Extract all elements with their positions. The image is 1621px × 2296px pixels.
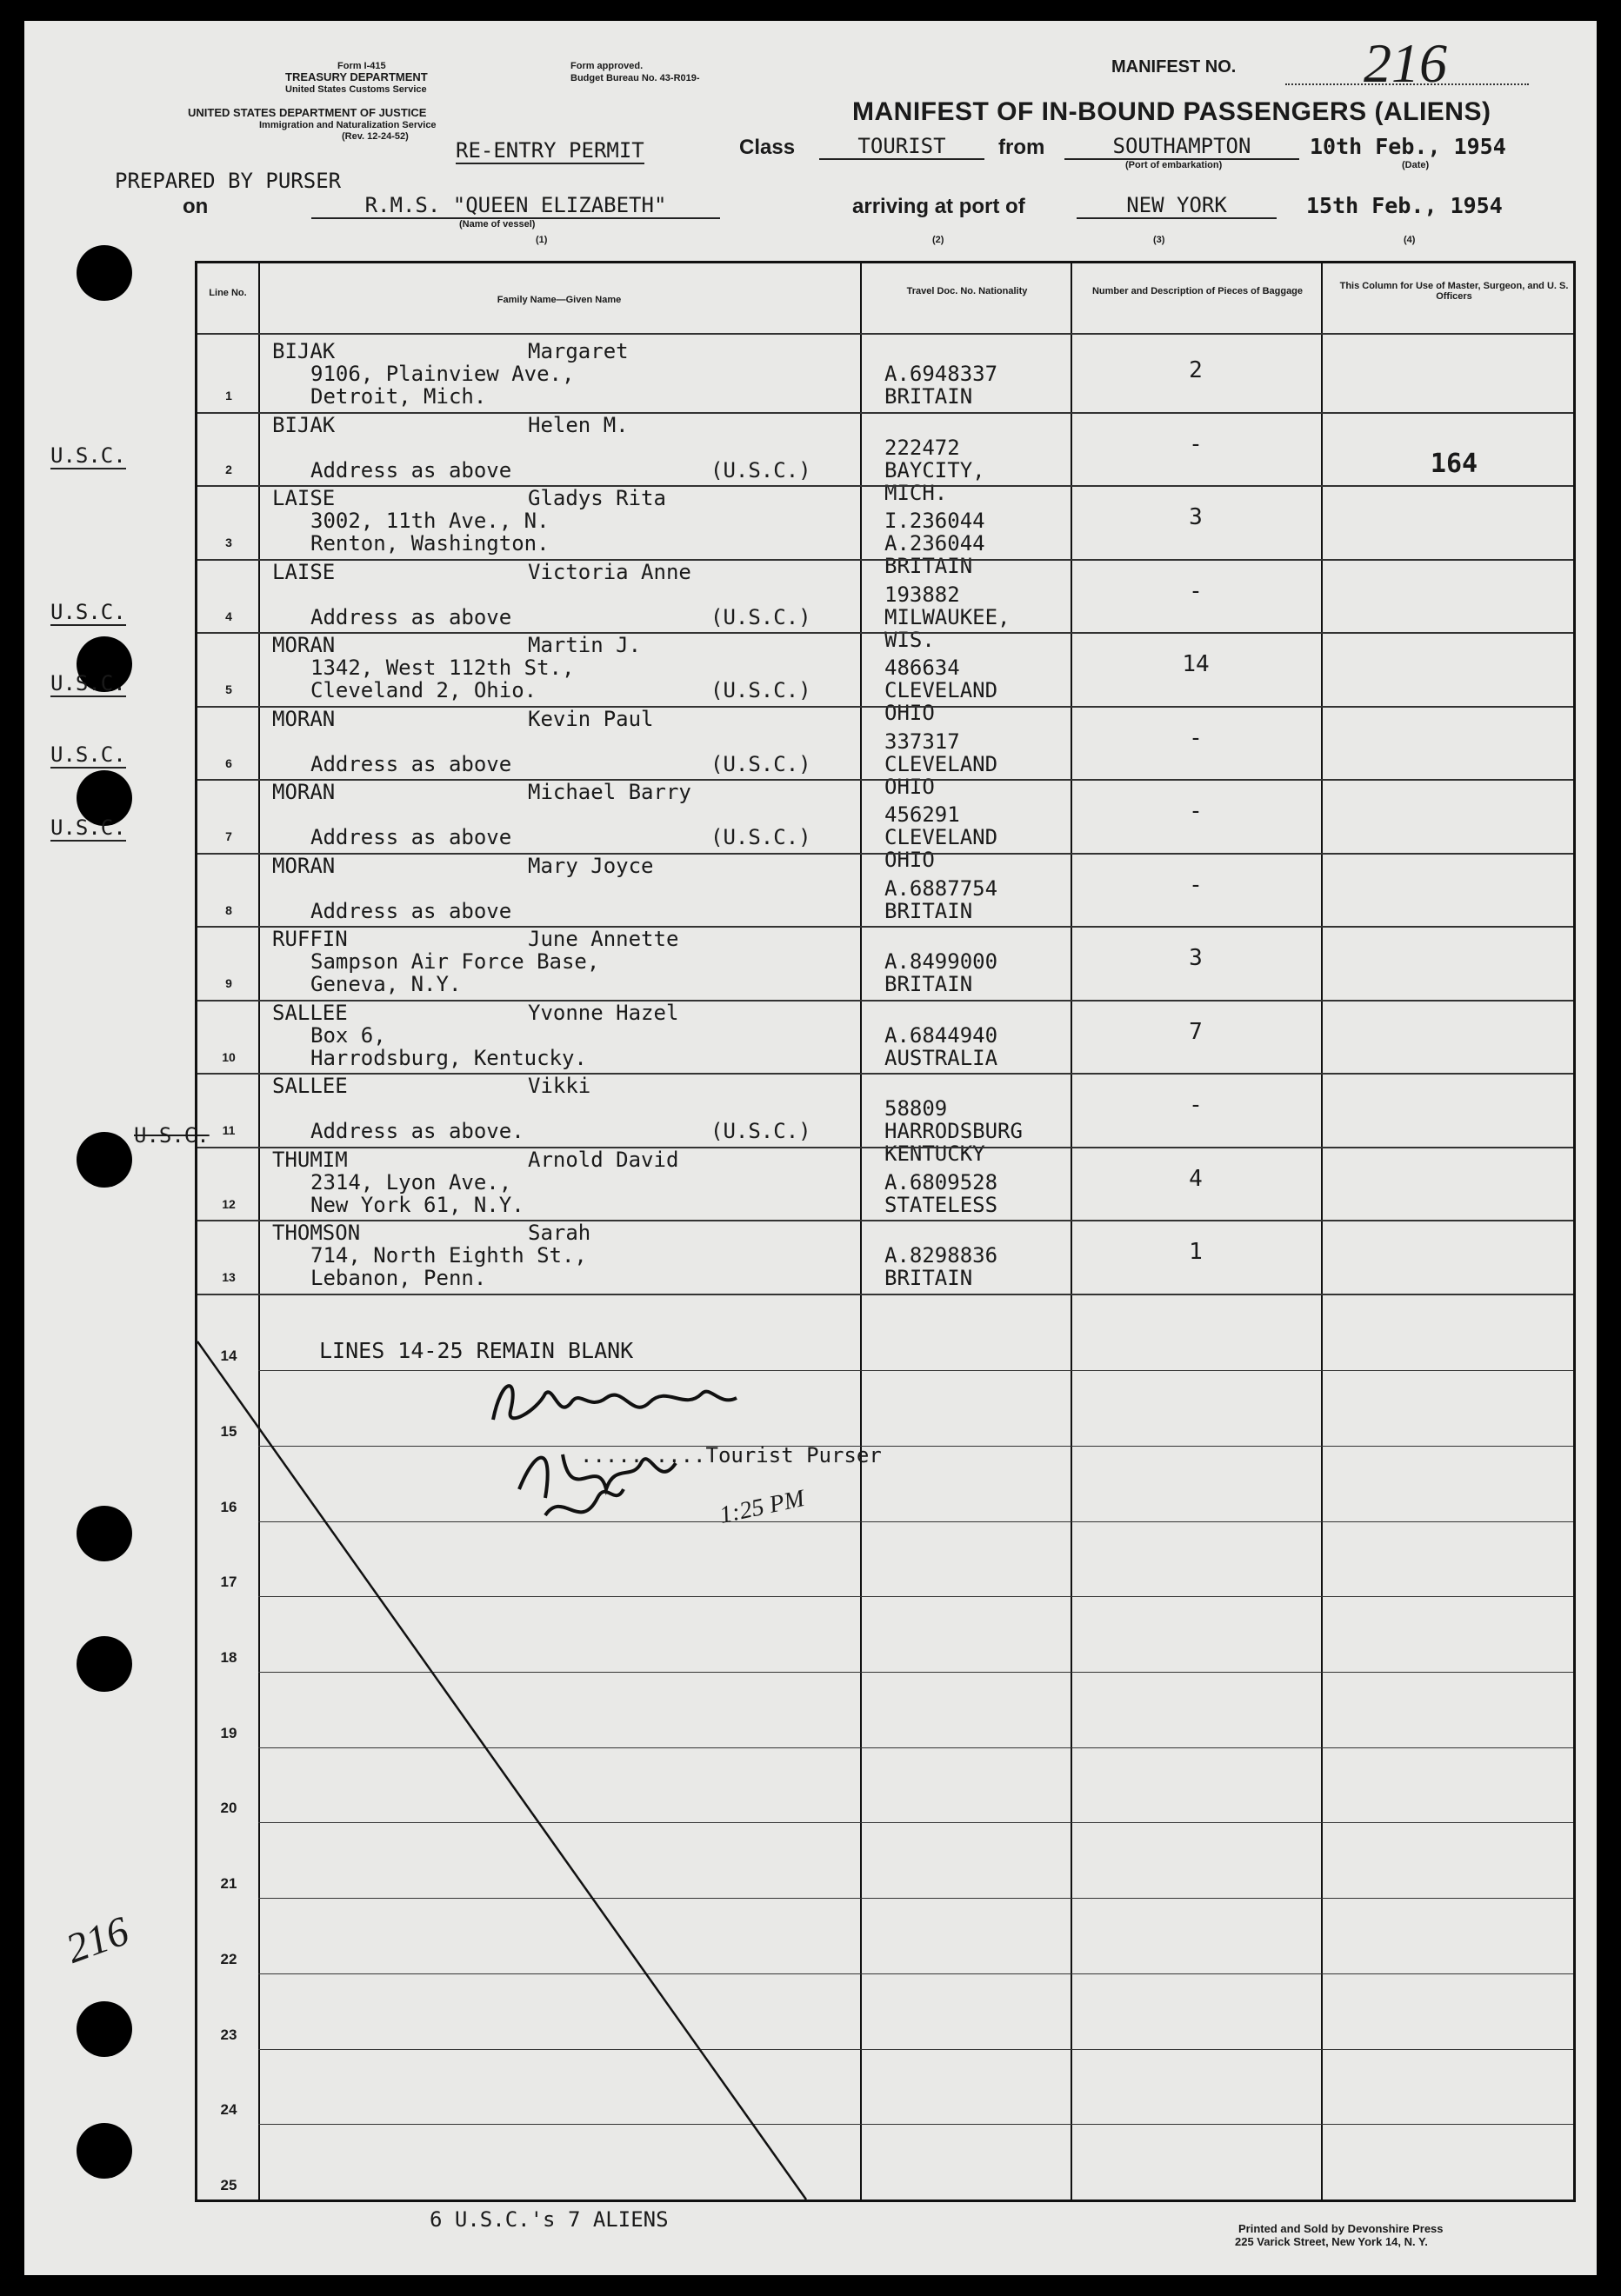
baggage-count: - — [1189, 871, 1203, 898]
address-line-1: 714, North Eighth St., — [310, 1243, 587, 1268]
family-name: MORAN — [272, 706, 336, 731]
address-line-1: 1342, West 112th St., — [310, 656, 575, 680]
address-line-2: Geneva, N.Y. — [310, 972, 462, 996]
address-line-2: Detroit, Mich. — [310, 384, 487, 409]
nationality: BRITAIN — [884, 898, 973, 923]
doj: UNITED STATES DEPARTMENT OF JUSTICE — [188, 106, 427, 119]
given-name: Helen M. — [528, 412, 629, 437]
col-num-1: (1) — [536, 235, 548, 245]
travel-doc-number: 193882 — [884, 582, 960, 607]
port-embarkation: SOUTHAMPTON — [1064, 134, 1299, 160]
line-number: 18 — [220, 1649, 237, 1667]
manifest-title: MANIFEST OF IN-BOUND PASSENGERS (ALIENS) — [852, 97, 1491, 126]
class-label: Class — [739, 136, 796, 159]
line-number: 5 — [225, 682, 232, 696]
line-number: 10 — [222, 1049, 236, 1064]
address-line-2: New York 61, N.Y. — [310, 1192, 524, 1217]
line-number: 23 — [220, 2026, 237, 2043]
punch-hole — [77, 1506, 132, 1561]
col-baggage: Number and Description of Pieces of Baggage — [1091, 286, 1304, 296]
nationality-line-2: WIS. — [884, 627, 935, 652]
revision: (Rev. 12-24-52) — [342, 131, 409, 142]
nationality-line-2: OHIO — [884, 848, 935, 872]
family-name: BIJAK — [272, 412, 336, 437]
nationality: A.236044 — [884, 531, 985, 556]
vessel-name: R.M.S. "QUEEN ELIZABETH" — [311, 193, 720, 219]
line-number: 16 — [220, 1498, 237, 1515]
nationality: BRITAIN — [884, 972, 973, 996]
given-name: Sarah — [528, 1221, 591, 1245]
address-line-2: Address as above — [310, 751, 512, 776]
line-number: 25 — [220, 2177, 237, 2193]
handwritten-margin-number: 216 — [60, 1907, 135, 1973]
nationality-line-2: KENTUCKY — [884, 1141, 985, 1166]
travel-doc-number: 456291 — [884, 802, 960, 827]
address-line-1: Box 6, — [310, 1022, 386, 1048]
col-officers: This Column for Use of Master, Surgeon, and U. S. Officers — [1339, 281, 1569, 302]
family-name: SALLEE — [272, 1000, 348, 1025]
given-name: Michael Barry — [528, 780, 691, 804]
footer-totals: 6 U.S.C.'s 7 ALIENS — [430, 2207, 669, 2232]
citizen-status: (U.S.C.) — [710, 678, 811, 702]
line-number: 9 — [225, 976, 232, 990]
arrival-date: 15th Feb., 1954 — [1306, 193, 1503, 218]
line-number: 2 — [225, 462, 232, 476]
date-caption: (Date) — [1402, 160, 1430, 170]
arrival-port: NEW YORK — [1077, 193, 1277, 219]
col-travel-doc: Travel Doc. No. Nationality — [906, 286, 1028, 296]
line-number: 20 — [220, 1800, 237, 1817]
family-name: BIJAK — [272, 339, 336, 363]
passenger-table — [195, 261, 1576, 2202]
nationality: BRITAIN — [884, 1266, 973, 1290]
reentry-permit: RE-ENTRY PERMIT — [456, 138, 644, 163]
cancellation-line — [197, 263, 1573, 2200]
travel-doc-number: A.8298836 — [884, 1243, 998, 1268]
signature-caption: ..........Tourist Purser — [580, 1443, 882, 1467]
given-name: Yvonne Hazel — [528, 1000, 679, 1025]
given-name: Gladys Rita — [528, 486, 666, 510]
baggage-count: - — [1189, 798, 1203, 824]
port-embark-caption: (Port of embarkation) — [1125, 160, 1223, 170]
given-name: Arnold David — [528, 1147, 679, 1172]
line-number: 17 — [220, 1574, 237, 1591]
given-name: Kevin Paul — [528, 706, 654, 731]
address-line-2: Lebanon, Penn. — [310, 1266, 487, 1290]
nationality: CLEVELAND — [884, 678, 998, 702]
given-name: Vikki — [528, 1074, 591, 1098]
customs-service: United States Customs Service — [285, 84, 427, 95]
family-name: MORAN — [272, 853, 336, 878]
line-number: 8 — [225, 902, 232, 917]
nationality-line-2: OHIO — [884, 701, 935, 725]
address-line-2: Address as above — [310, 825, 512, 849]
given-name: June Annette — [528, 927, 679, 951]
punch-hole — [77, 1636, 132, 1692]
signature-time: 1:25 PM — [717, 1485, 807, 1529]
line-number: 14 — [220, 1348, 237, 1365]
margin-usc: U.S.C. — [50, 443, 126, 468]
given-name: Mary Joyce — [528, 853, 654, 878]
printer-line-2: 225 Varick Street, New York 14, N. Y. — [1235, 2235, 1428, 2248]
address-line-1: 3002, 11th Ave., N. — [310, 509, 550, 533]
address-line-2: Address as above — [310, 457, 512, 482]
printer-line-1: Printed and Sold by Devonshire Press — [1238, 2222, 1444, 2235]
punch-hole — [77, 2123, 132, 2179]
travel-doc-number: A.8499000 — [884, 949, 998, 974]
travel-doc-number: 222472 — [884, 435, 960, 460]
address-line-2: Harrodsburg, Kentucky. — [310, 1045, 587, 1070]
baggage-count: 3 — [1189, 504, 1203, 530]
nationality: MILWAUKEE, — [884, 604, 1011, 629]
nationality: AUSTRALIA — [884, 1045, 998, 1070]
travel-doc-number: A.6887754 — [884, 875, 998, 901]
nationality: CLEVELAND — [884, 825, 998, 849]
line-number: 13 — [222, 1270, 236, 1284]
baggage-count: 1 — [1189, 1239, 1203, 1265]
family-name: RUFFIN — [272, 927, 348, 951]
baggage-count: 7 — [1189, 1018, 1203, 1045]
line-number: 21 — [220, 1875, 237, 1893]
baggage-count: 3 — [1189, 945, 1203, 971]
address-line-2: Cleveland 2, Ohio. — [310, 678, 537, 702]
form-number: Form I-415 — [337, 61, 386, 71]
arriving-label: arriving at port of — [852, 195, 1025, 218]
travel-doc-number: 58809 — [884, 1096, 948, 1121]
line-number: 1 — [225, 389, 232, 403]
manifest-no-line — [1285, 83, 1529, 85]
citizen-status: (U.S.C.) — [710, 751, 811, 776]
baggage-count: 14 — [1182, 651, 1210, 677]
punch-hole — [77, 1132, 132, 1188]
family-name: SALLEE — [272, 1074, 348, 1098]
margin-usc: U.S.C. — [134, 1123, 210, 1148]
line-number: 11 — [222, 1123, 236, 1137]
margin-usc: U.S.C. — [50, 671, 126, 695]
address-line-2: Address as above — [310, 898, 512, 923]
vessel-caption: (Name of vessel) — [459, 219, 536, 230]
family-name: MORAN — [272, 633, 336, 657]
margin-usc: U.S.C. — [50, 815, 126, 840]
prepared-by: PREPARED BY PURSER — [115, 169, 342, 193]
line-number: 6 — [225, 755, 232, 770]
officer-mark: 164 — [1430, 448, 1478, 479]
treasury-dept: TREASURY DEPARTMENT — [285, 70, 428, 83]
citizen-status: (U.S.C.) — [710, 1119, 811, 1143]
given-name: Victoria Anne — [528, 559, 691, 584]
given-name: Martin J. — [528, 633, 642, 657]
address-line-2: Address as above. — [310, 1119, 524, 1143]
nationality-line-2: OHIO — [884, 774, 935, 799]
baggage-count: 2 — [1189, 357, 1203, 383]
manifest-no-value: 216 — [1364, 32, 1447, 94]
col-line-no: Line No. — [209, 288, 247, 298]
address-line-2: Renton, Washington. — [310, 531, 550, 556]
line-number: 12 — [222, 1196, 236, 1211]
baggage-count: - — [1189, 577, 1203, 604]
family-name: THUMIM — [272, 1147, 348, 1172]
nationality: BRITAIN — [884, 384, 973, 409]
baggage-count: - — [1189, 724, 1203, 751]
address-line-1: Sampson Air Force Base, — [310, 949, 600, 974]
nationality-line-2: BRITAIN — [884, 554, 973, 578]
col-num-4: (4) — [1404, 235, 1416, 245]
form-approved: Form approved. — [570, 61, 644, 71]
given-name: Margaret — [528, 339, 629, 363]
nationality: STATELESS — [884, 1192, 998, 1217]
travel-doc-number: I.236044 — [884, 509, 985, 533]
family-name: THOMSON — [272, 1221, 361, 1245]
nationality: BAYCITY, — [884, 457, 985, 482]
line-number: 15 — [220, 1422, 237, 1440]
line-number: 24 — [220, 2101, 237, 2119]
baggage-count: 4 — [1189, 1165, 1203, 1192]
address-line-1: 9106, Plainview Ave., — [310, 362, 575, 386]
budget-bureau: Budget Bureau No. 43-R019- — [570, 73, 700, 83]
col-num-3: (3) — [1153, 235, 1165, 245]
margin-usc: U.S.C. — [50, 600, 126, 624]
remain-blank-note: LINES 14-25 REMAIN BLANK — [319, 1338, 634, 1363]
address-line-2: Address as above — [310, 604, 512, 629]
on-label: on — [183, 195, 209, 218]
from-label: from — [998, 136, 1045, 159]
manifest-no-label: MANIFEST NO. — [1111, 57, 1237, 77]
punch-hole — [77, 2001, 132, 2057]
address-line-1: 2314, Lyon Ave., — [310, 1169, 512, 1195]
family-name: MORAN — [272, 780, 336, 804]
baggage-count: - — [1189, 430, 1203, 457]
nationality-line-2: MICH. — [884, 480, 948, 505]
ins: Immigration and Naturalization Service — [259, 120, 437, 130]
col-num-2: (2) — [932, 235, 944, 245]
citizen-status: (U.S.C.) — [710, 825, 811, 849]
embarkation-date: 10th Feb., 1954 — [1310, 134, 1506, 159]
baggage-count: - — [1189, 1092, 1203, 1118]
travel-doc-number: 337317 — [884, 729, 960, 754]
line-number: 3 — [225, 536, 232, 549]
line-number: 22 — [220, 1950, 237, 1967]
margin-usc: U.S.C. — [50, 742, 126, 767]
travel-doc-number: A.6948337 — [884, 362, 998, 386]
family-name: LAISE — [272, 559, 336, 584]
family-name: LAISE — [272, 486, 336, 510]
travel-doc-number: 486634 — [884, 656, 960, 680]
nationality: HARRODSBURG — [884, 1119, 1023, 1143]
citizen-status: (U.S.C.) — [710, 604, 811, 629]
manifest-page — [24, 21, 1597, 2275]
citizen-status: (U.S.C.) — [710, 457, 811, 482]
line-number: 19 — [220, 1724, 237, 1741]
class-value: TOURIST — [819, 134, 984, 160]
punch-hole — [77, 245, 132, 301]
col-name: Family Name—Given Name — [497, 295, 622, 305]
line-number: 4 — [225, 609, 232, 623]
line-number: 7 — [225, 829, 232, 843]
nationality: CLEVELAND — [884, 751, 998, 776]
travel-doc-number: A.6809528 — [884, 1169, 998, 1195]
travel-doc-number: A.6844940 — [884, 1022, 998, 1048]
